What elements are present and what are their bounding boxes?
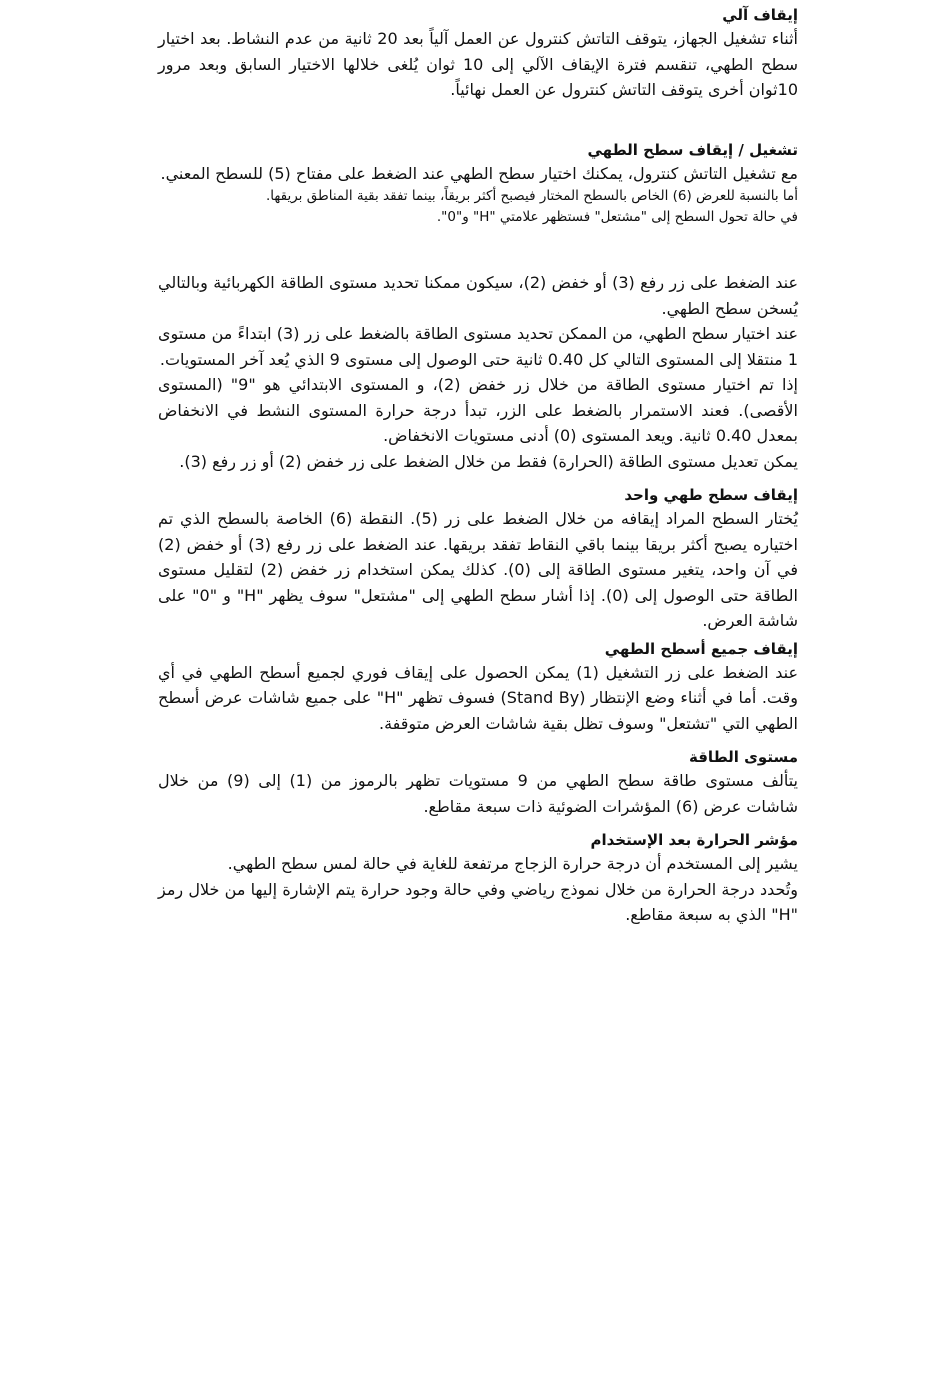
- section-power-setting: [158, 270, 798, 474]
- paragraph-auto-off: أثناء تشغيل الجهاز، يتوقف التاتش كنترول عن العمل آلياً بعد 20 ثانية من عدم النشاط. بعد اختيار سطح الطهي، تنقسم فترة الإيقاف الآلي إلى 10 ثوان يُلغى خلالها الاختيار السابق وبعد مرور 10ثوان أخرى يتوقف التاتش كنترول عن العمل نهائياً.: [158, 29, 799, 99]
- section-residual-heat: [158, 829, 798, 928]
- section-heading-auto-off: إيقاف آلي: [722, 6, 798, 24]
- section-auto-off: [158, 0, 798, 103]
- section-single-off: [158, 484, 798, 634]
- paragraph-display-brightness: أما بالنسبة للعرض (6) الخاص بالسطح المختار فيصبح أكثر بريقاً، بينما تفقد بقية المناطق بريقها.: [266, 188, 798, 204]
- section-power-level: [158, 746, 798, 819]
- section-heading-residual-heat: مؤشر الحرارة بعد الإستخدام: [590, 831, 798, 849]
- paragraph-hot-indicator: في حالة تحول السطح إلى "مشتعل" فستظهر علامتي "H" و"0".: [436, 209, 798, 225]
- paragraph-residual-heat-1: يشير إلى المستخدم أن درجة حرارة الزجاج مرتفعة للغاية في حالة لمس سطح الطهي.: [227, 854, 798, 873]
- section-heading-single-off: إيقاف سطح طهي واحد: [624, 486, 798, 504]
- manual-page: [158, 0, 798, 928]
- paragraph-residual-heat-2: وتُحدد درجة الحرارة من خلال نموذج رياضي وفي حالة وجود حرارة يتم الإشارة إليها من خلال رمز "H" الذي به سبعة مقاطع.: [158, 879, 798, 924]
- section-cooktop-on-off: [158, 139, 798, 229]
- paragraph-cooktop-select: مع تشغيل التاتش كنترول، يمكنك اختيار سطح الطهي عند الضغط على مفتاح (5) للسطح المعني.: [160, 163, 798, 183]
- section-all-off: [158, 638, 798, 737]
- paragraph-power-setting-2: عند اختيار سطح الطهي، من الممكن تحديد مستوى الطاقة بالضغط على زر (3) ابتداءً من مستوى 1 منتقلا إلى المستوى التالي كل 0.40 ثانية حتى الوصول إلى مستوى 9 الذي يُعد آخر المستويات.: [158, 324, 798, 369]
- section-heading-cooktop-on-off: تشغيل / إيقاف سطح الطهي: [587, 140, 798, 159]
- paragraph-power-level: يتألف مستوى طاقة سطح الطهي من 9 مستويات تظهر بالرموز من (1) إلى (9) من خلال شاشات عرض (6) المؤشرات الضوئية ذات سبعة مقاطع.: [158, 771, 799, 816]
- paragraph-power-setting-1: عند الضغط على زر رفع (3) أو خفض (2)، سيكون ممكنا تحديد مستوى الطاقة الكهربائية وبالتالي يُسخن سطح الطهي.: [158, 273, 799, 318]
- paragraph-all-off: عند الضغط على زر التشغيل (1) يمكن الحصول على إيقاف فوري لجميع أسطح الطهي في أي وقت. أما في أثناء وضع الإنتظار (Stand By) فسوف تظهر "H" على جميع شاشات عرض أسطح الطهي التي "تشتعل" وسوف تظل بقية شاشات العرض متوقفة.: [158, 662, 799, 733]
- section-heading-all-off: إيقاف جميع أسطح الطهي: [604, 639, 798, 658]
- section-heading-power-level: مستوى الطاقة: [689, 748, 798, 766]
- paragraph-power-setting-3: إذا تم اختيار مستوى الطاقة من خلال زر خفض (2)، و المستوى الابتدائي هو "9" (المستوى الأقصى). فعند الاستمرار بالضغط على الزر، تبدأ درجة حرارة المستوى النشط في الانخفاض بمعدل 0.40 ثانية. ويعد المستوى (0) أدنى مستويات الانخفاض.: [158, 375, 798, 445]
- paragraph-single-off: يُختار السطح المراد إيقافه من خلال الضغط على زر (5). النقطة (6) الخاصة بالسطح الذي تم اختياره يصبح أكثر بريقا بينما باقي النقاط تفقد بريقها. عند الضغط على زر رفع (3) أو خفض (2) في آن واحد، يتغير مستوى الطاقة إلى (0). كذلك يمكن استخدام زر خفض (2) لتقليل مستوى الطاقة حتى الوصول إلى (0). إذا أشار سطح الطهي إلى "مشتعل" سوف يظهر "H" و "0" على شاشة العرض.: [158, 509, 799, 630]
- paragraph-power-setting-4: يمكن تعديل مستوى الطاقة (الحرارة) فقط من خلال الضغط على زر خفض (2) أو زر رفع (3).: [179, 451, 798, 471]
